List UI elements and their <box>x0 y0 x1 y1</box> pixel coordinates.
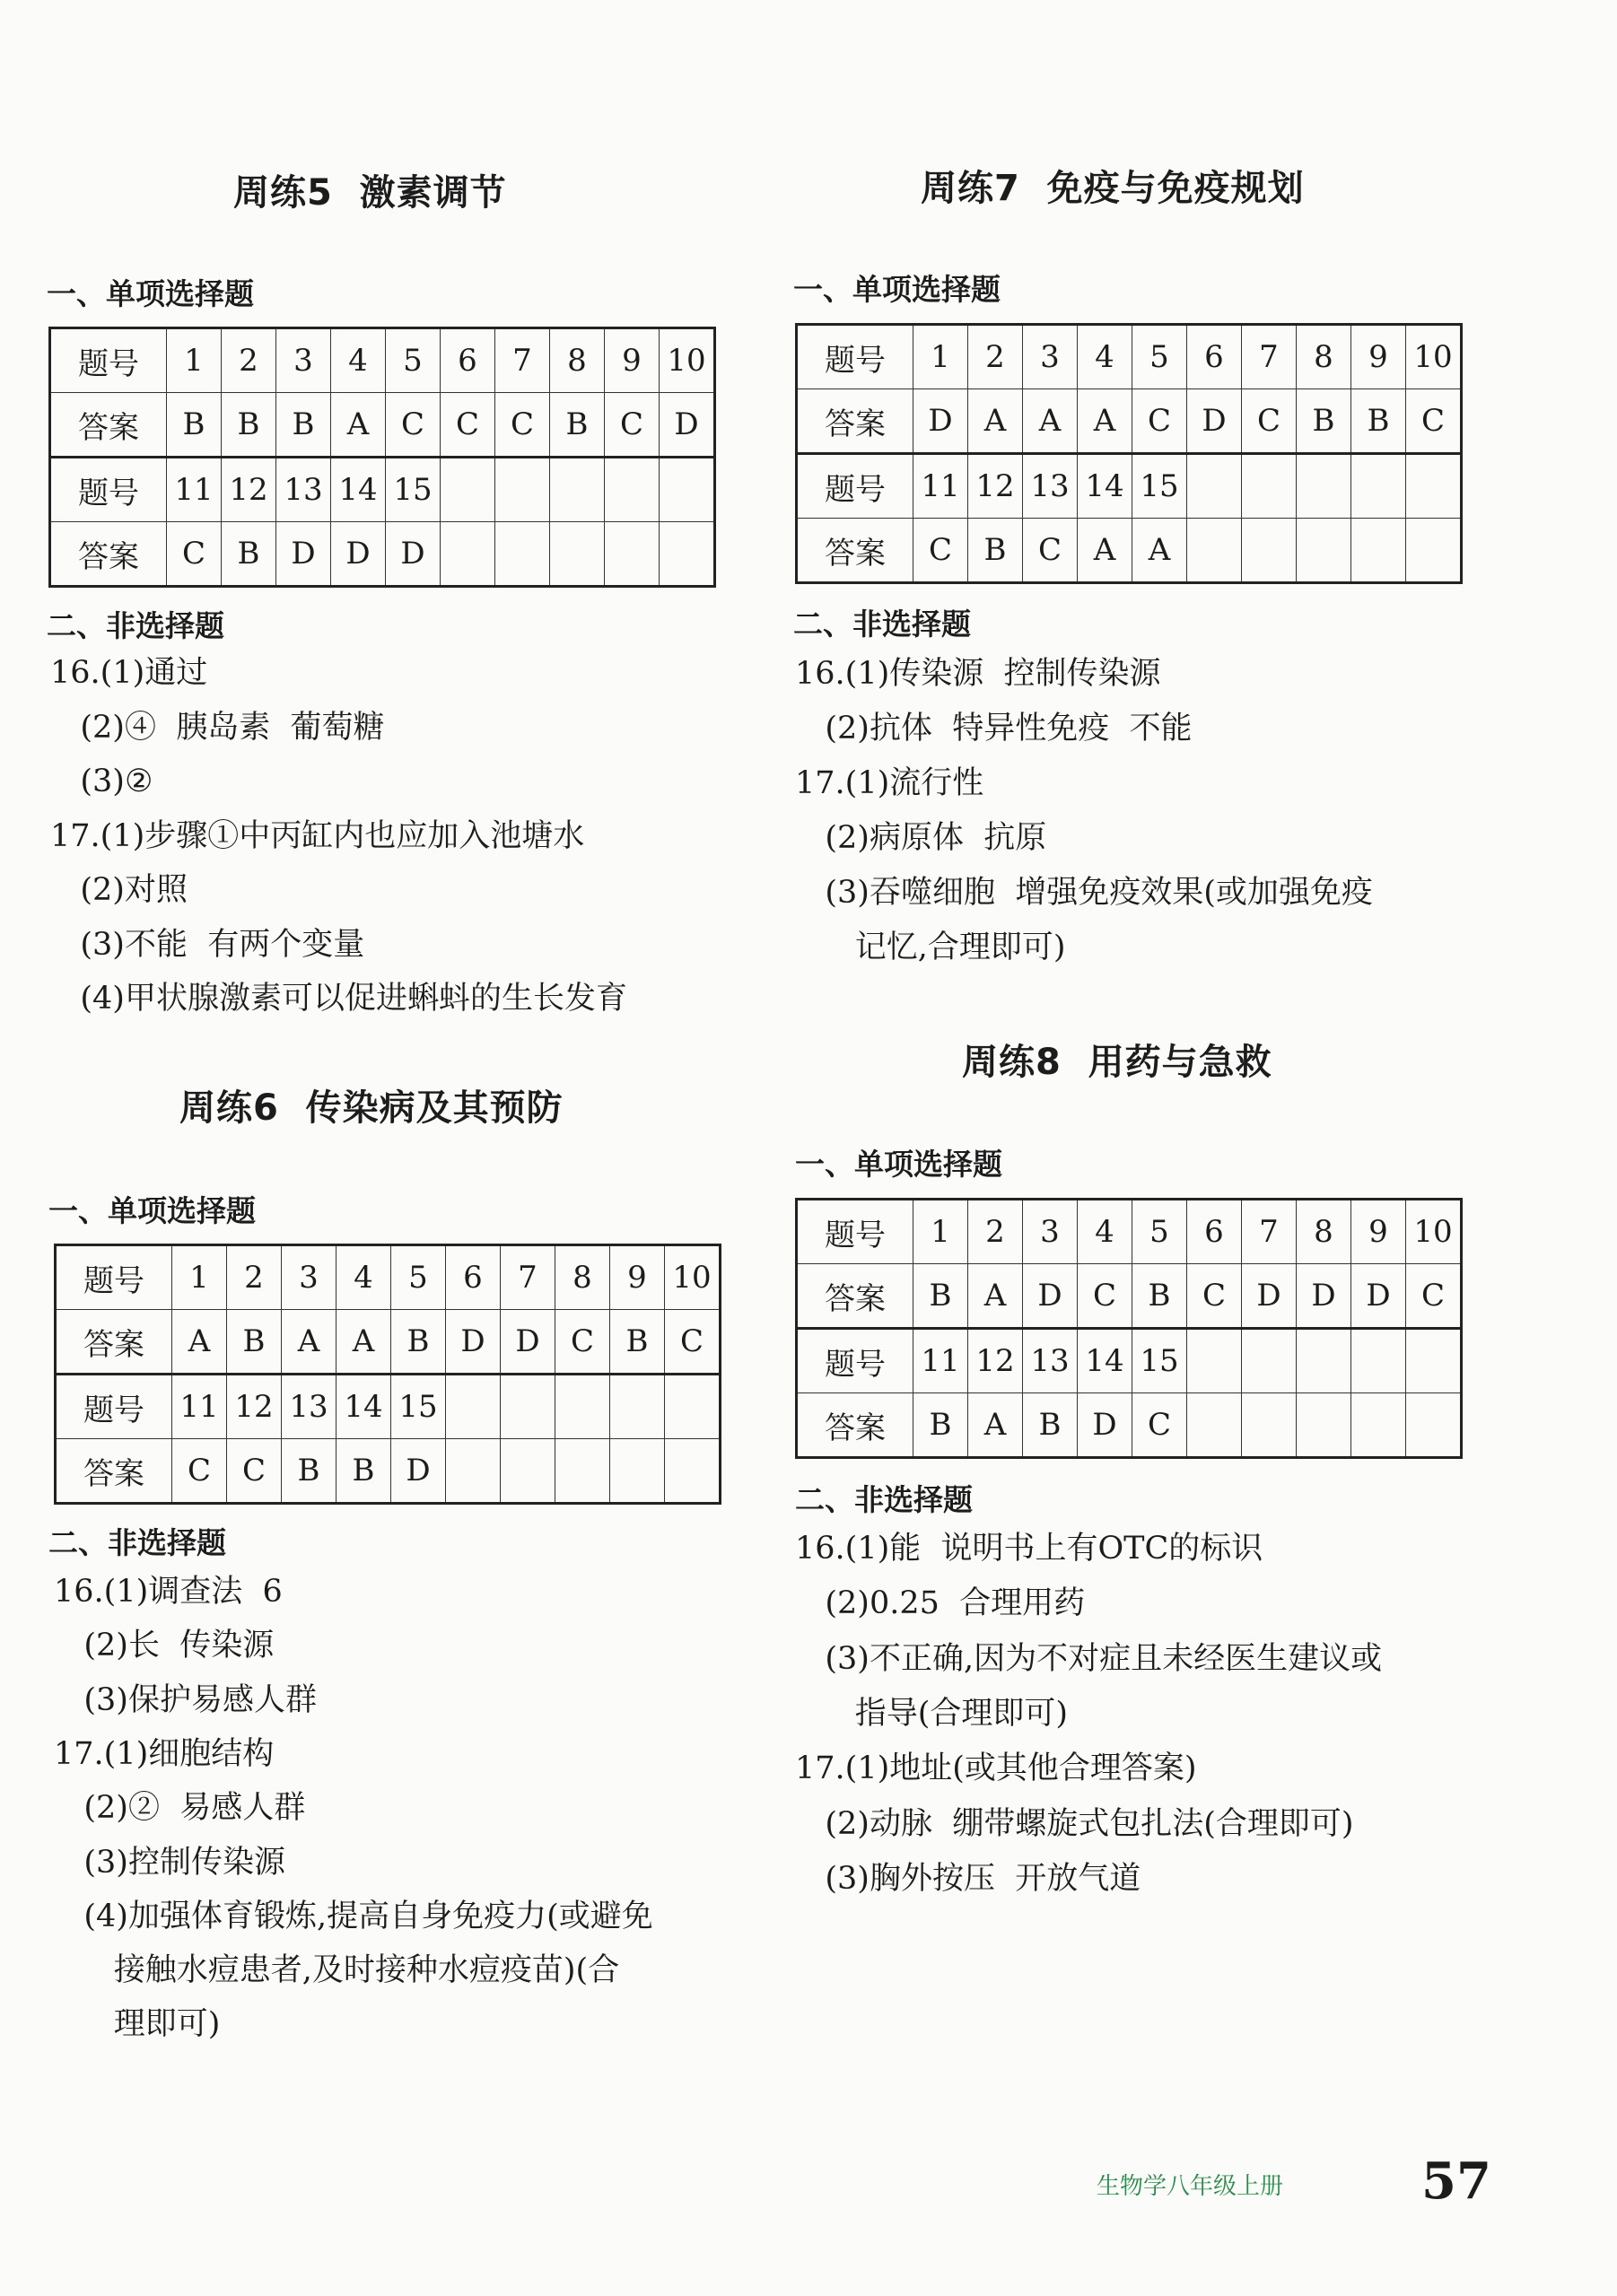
answer-cell: B <box>282 1439 337 1504</box>
question-number-cell <box>441 458 495 522</box>
answer-cell <box>1406 519 1462 583</box>
question-number-cell <box>1187 454 1242 519</box>
answer-cell: B <box>913 1264 968 1329</box>
answer-cell: B <box>222 393 276 458</box>
answer-line: (4)加强体育锻炼,提高自身免疫力(或避免 <box>54 1898 653 1934</box>
question-number-cell: 14 <box>1078 454 1132 519</box>
answer-cell <box>1351 519 1406 583</box>
question-number-cell: 10 <box>660 328 715 393</box>
answer-cell <box>1187 1393 1242 1458</box>
answer-cell <box>495 522 550 587</box>
answer-cell <box>1406 1393 1462 1458</box>
question-number-cell: 4 <box>331 328 386 393</box>
question-number-cell: 1 <box>172 1245 227 1310</box>
question-number-cell: 3 <box>1023 1200 1078 1264</box>
answer-cell: D <box>1242 1264 1297 1329</box>
question-number-cell: 3 <box>282 1245 337 1310</box>
answer-line: (3)② <box>50 764 153 799</box>
answer-cell: B <box>1297 389 1351 454</box>
row-label: 题号 <box>797 325 913 389</box>
question-number-cell: 6 <box>1187 1200 1242 1264</box>
question-number-cell: 15 <box>1132 454 1187 519</box>
row-label: 题号 <box>56 1245 172 1310</box>
exercise-8-answer-table <box>795 1198 1463 1459</box>
question-number-cell: 13 <box>1023 1329 1078 1393</box>
answer-line: (3)控制传染源 <box>54 1844 285 1881</box>
question-number-cell: 14 <box>337 1375 391 1439</box>
question-number-cell: 1 <box>913 325 968 389</box>
question-number-cell: 2 <box>227 1245 282 1310</box>
question-number-cell <box>1297 454 1351 519</box>
question-number-cell <box>660 458 715 522</box>
answer-cell: C <box>1023 519 1078 583</box>
answer-cell: D <box>1297 1264 1351 1329</box>
answer-cell: B <box>610 1310 665 1375</box>
answer-line: 17.(1)流行性 <box>795 765 984 801</box>
answer-cell: B <box>913 1393 968 1458</box>
answer-cell: C <box>167 522 222 587</box>
question-number-cell: 7 <box>501 1245 555 1310</box>
question-number-cell: 14 <box>1078 1329 1132 1393</box>
question-number-cell <box>605 458 660 522</box>
answer-line: (3)吞噬细胞 增强免疫效果(或加强免疫 <box>795 875 1373 911</box>
question-number-cell: 10 <box>665 1245 721 1310</box>
answer-cell: B <box>167 393 222 458</box>
question-number-cell <box>555 1375 610 1439</box>
answer-line: (2)长 传染源 <box>54 1628 275 1664</box>
answer-cell: D <box>276 522 331 587</box>
answer-cell <box>446 1439 501 1504</box>
answer-line: (4)甲状腺激素可以促进蝌蚪的生长发育 <box>50 981 627 1017</box>
question-number-cell <box>1406 1329 1462 1393</box>
question-number-cell: 3 <box>1023 325 1078 389</box>
answer-cell: B <box>1351 389 1406 454</box>
row-label: 题号 <box>56 1375 172 1439</box>
row-label: 答案 <box>56 1310 172 1375</box>
answer-cell: A <box>1023 389 1078 454</box>
answer-line: 16.(1)调查法 6 <box>54 1574 283 1610</box>
answer-line: 16.(1)传染源 控制传染源 <box>795 656 1161 692</box>
question-number-cell: 8 <box>1297 1200 1351 1264</box>
answer-cell: C <box>386 393 441 458</box>
question-number-cell: 3 <box>276 328 331 393</box>
answer-line: 指导(合理即可) <box>795 1695 1069 1732</box>
answer-cell: A <box>282 1310 337 1375</box>
exercise-5-single-choice-heading: 一、单项选择题 <box>47 276 254 311</box>
answer-line: 记忆,合理即可) <box>795 930 1066 965</box>
row-label: 题号 <box>797 1329 913 1393</box>
question-number-cell: 11 <box>913 454 968 519</box>
answer-line: 17.(1)细胞结构 <box>54 1735 275 1772</box>
question-number-cell: 7 <box>1242 1200 1297 1264</box>
row-label: 题号 <box>50 458 167 522</box>
question-number-cell <box>1351 1329 1406 1393</box>
exercise-6-title: 周练6 传染病及其预防 <box>179 1087 564 1129</box>
exercise-6-single-choice-heading: 一、单项选择题 <box>48 1193 256 1228</box>
answer-cell: D <box>1351 1264 1406 1329</box>
question-number-cell <box>1187 1329 1242 1393</box>
page-number: 57 <box>1421 2152 1491 2211</box>
row-label: 答案 <box>797 1393 913 1458</box>
answer-cell: A <box>1132 519 1187 583</box>
question-number-cell: 12 <box>968 1329 1023 1393</box>
answer-cell: C <box>1242 389 1297 454</box>
answer-cell: D <box>386 522 441 587</box>
question-number-cell: 11 <box>172 1375 227 1439</box>
answer-cell: D <box>501 1310 555 1375</box>
question-number-cell: 6 <box>1187 325 1242 389</box>
question-number-cell: 15 <box>386 458 441 522</box>
answer-cell <box>1187 519 1242 583</box>
exercise-7-non-choice-heading: 二、非选择题 <box>793 607 971 642</box>
question-number-cell: 13 <box>282 1375 337 1439</box>
answer-line: 理即可) <box>54 2006 221 2043</box>
question-number-cell: 2 <box>222 328 276 393</box>
question-number-cell: 1 <box>913 1200 968 1264</box>
answer-cell: C <box>1187 1264 1242 1329</box>
answer-cell: D <box>913 389 968 454</box>
answer-cell: C <box>1406 389 1462 454</box>
answer-line: 17.(1)步骤①中丙缸内也应加入池塘水 <box>50 817 585 854</box>
answer-cell: B <box>550 393 605 458</box>
row-label: 答案 <box>56 1439 172 1504</box>
exercise-8-non-choice-heading: 二、非选择题 <box>795 1482 973 1517</box>
question-number-cell: 13 <box>1023 454 1078 519</box>
question-number-cell: 9 <box>605 328 660 393</box>
exercise-5-non-choice-heading: 二、非选择题 <box>47 608 224 643</box>
answer-cell <box>665 1439 721 1504</box>
answer-cell: C <box>1132 1393 1187 1458</box>
answer-line: (2)抗体 特异性免疫 不能 <box>795 711 1193 746</box>
answer-line: (2)病原体 抗原 <box>795 820 1047 856</box>
question-number-cell: 4 <box>337 1245 391 1310</box>
question-number-cell <box>665 1375 721 1439</box>
row-label: 题号 <box>50 328 167 393</box>
question-number-cell <box>1242 454 1297 519</box>
question-number-cell <box>1297 1329 1351 1393</box>
exercise-7-single-choice-heading: 一、单项选择题 <box>793 272 1001 307</box>
answer-line: (2)动脉 绷带螺旋式包扎法(合理即可) <box>795 1805 1354 1842</box>
answer-line: (2)0.25 合理用药 <box>795 1585 1086 1622</box>
question-number-cell: 10 <box>1406 1200 1462 1264</box>
answer-cell: D <box>1023 1264 1078 1329</box>
exercise-7-answer-table <box>795 323 1463 584</box>
answer-cell: A <box>1078 519 1132 583</box>
question-number-cell: 7 <box>495 328 550 393</box>
answer-cell <box>1297 519 1351 583</box>
row-label: 答案 <box>797 389 913 454</box>
answer-cell: C <box>227 1439 282 1504</box>
question-number-cell: 6 <box>441 328 495 393</box>
answer-cell <box>1242 1393 1297 1458</box>
answer-cell: B <box>968 519 1023 583</box>
question-number-cell: 2 <box>968 1200 1023 1264</box>
answer-cell: C <box>172 1439 227 1504</box>
answer-cell: B <box>1023 1393 1078 1458</box>
row-label: 答案 <box>797 519 913 583</box>
answer-cell: B <box>276 393 331 458</box>
answer-cell: B <box>337 1439 391 1504</box>
answer-cell: C <box>555 1310 610 1375</box>
exercise-6-answer-table <box>54 1244 721 1505</box>
answer-line: 16.(1)能 说明书上有OTC的标识 <box>795 1531 1263 1567</box>
answer-cell: A <box>172 1310 227 1375</box>
question-number-cell: 6 <box>446 1245 501 1310</box>
book-title: 生物学八年级上册 <box>1097 2173 1284 2200</box>
answer-cell <box>550 522 605 587</box>
answer-cell: D <box>1078 1393 1132 1458</box>
row-label: 答案 <box>50 522 167 587</box>
exercise-6-non-choice-heading: 二、非选择题 <box>48 1525 226 1560</box>
question-number-cell <box>446 1375 501 1439</box>
answer-line: (2)② 易感人群 <box>54 1790 306 1827</box>
question-number-cell: 11 <box>913 1329 968 1393</box>
answer-cell: C <box>441 393 495 458</box>
question-number-cell <box>495 458 550 522</box>
answer-cell: B <box>1132 1264 1187 1329</box>
question-number-cell: 4 <box>1078 1200 1132 1264</box>
question-number-cell: 12 <box>968 454 1023 519</box>
answer-cell: A <box>968 389 1023 454</box>
question-number-cell <box>501 1375 555 1439</box>
exercise-8-title: 周练8 用药与急救 <box>962 1042 1272 1083</box>
answer-cell: A <box>968 1264 1023 1329</box>
answer-cell <box>605 522 660 587</box>
answer-line: (3)不能 有两个变量 <box>50 926 365 963</box>
question-number-cell: 13 <box>276 458 331 522</box>
question-number-cell: 8 <box>555 1245 610 1310</box>
answer-line: (2)④ 胰岛素 葡萄糖 <box>50 709 385 746</box>
answer-cell: C <box>1406 1264 1462 1329</box>
question-number-cell: 9 <box>1351 1200 1406 1264</box>
question-number-cell: 14 <box>331 458 386 522</box>
answer-cell <box>660 522 715 587</box>
answer-cell: C <box>665 1310 721 1375</box>
question-number-cell: 5 <box>386 328 441 393</box>
exercise-5-title: 周练5 激素调节 <box>233 172 507 214</box>
answer-cell: D <box>331 522 386 587</box>
row-label: 题号 <box>797 1200 913 1264</box>
question-number-cell <box>1242 1329 1297 1393</box>
question-number-cell: 7 <box>1242 325 1297 389</box>
question-number-cell: 9 <box>610 1245 665 1310</box>
answer-cell: B <box>227 1310 282 1375</box>
answer-cell <box>555 1439 610 1504</box>
question-number-cell: 10 <box>1406 325 1462 389</box>
question-number-cell: 9 <box>1351 325 1406 389</box>
question-number-cell <box>1406 454 1462 519</box>
answer-cell <box>441 522 495 587</box>
answer-cell: D <box>660 393 715 458</box>
answer-cell: A <box>968 1393 1023 1458</box>
answer-cell <box>610 1439 665 1504</box>
answer-cell: C <box>1132 389 1187 454</box>
question-number-cell: 12 <box>227 1375 282 1439</box>
answer-cell: B <box>222 522 276 587</box>
question-number-cell: 5 <box>1132 325 1187 389</box>
answer-line: 接触水痘患者,及时接种水痘疫苗)(合 <box>54 1952 620 1989</box>
answer-cell: C <box>913 519 968 583</box>
answer-line: (3)胸外按压 开放气道 <box>795 1860 1141 1897</box>
question-number-cell: 12 <box>222 458 276 522</box>
answer-cell: C <box>1078 1264 1132 1329</box>
exercise-7-title: 周练7 免疫与免疫规划 <box>921 168 1305 209</box>
answer-cell: A <box>337 1310 391 1375</box>
answer-line: 16.(1)通过 <box>50 655 208 691</box>
question-number-cell: 1 <box>167 328 222 393</box>
question-number-cell: 8 <box>1297 325 1351 389</box>
answer-line: (3)保护易感人群 <box>54 1681 317 1718</box>
answer-cell <box>1351 1393 1406 1458</box>
question-number-cell <box>610 1375 665 1439</box>
answer-cell: C <box>495 393 550 458</box>
row-label: 答案 <box>797 1264 913 1329</box>
question-number-cell: 2 <box>968 325 1023 389</box>
row-label: 题号 <box>797 454 913 519</box>
answer-line: (2)对照 <box>50 872 188 908</box>
exercise-8-single-choice-heading: 一、单项选择题 <box>795 1147 1002 1182</box>
question-number-cell: 11 <box>167 458 222 522</box>
answer-line: 17.(1)地址(或其他合理答案) <box>795 1750 1197 1787</box>
question-number-cell: 15 <box>1132 1329 1187 1393</box>
answer-cell <box>1242 519 1297 583</box>
question-number-cell: 5 <box>1132 1200 1187 1264</box>
answer-cell <box>501 1439 555 1504</box>
answer-cell: A <box>331 393 386 458</box>
answer-cell: C <box>605 393 660 458</box>
answer-cell: D <box>1187 389 1242 454</box>
answer-line: (3)不正确,因为不对症且未经医生建议或 <box>795 1640 1383 1677</box>
question-number-cell <box>550 458 605 522</box>
question-number-cell: 5 <box>391 1245 446 1310</box>
question-number-cell: 15 <box>391 1375 446 1439</box>
exercise-5-answer-table <box>48 327 716 588</box>
question-number-cell <box>1351 454 1406 519</box>
question-number-cell: 4 <box>1078 325 1132 389</box>
answer-cell: B <box>391 1310 446 1375</box>
row-label: 答案 <box>50 393 167 458</box>
answer-cell: D <box>446 1310 501 1375</box>
answer-cell: A <box>1078 389 1132 454</box>
answer-cell: D <box>391 1439 446 1504</box>
answer-cell <box>1297 1393 1351 1458</box>
question-number-cell: 8 <box>550 328 605 393</box>
